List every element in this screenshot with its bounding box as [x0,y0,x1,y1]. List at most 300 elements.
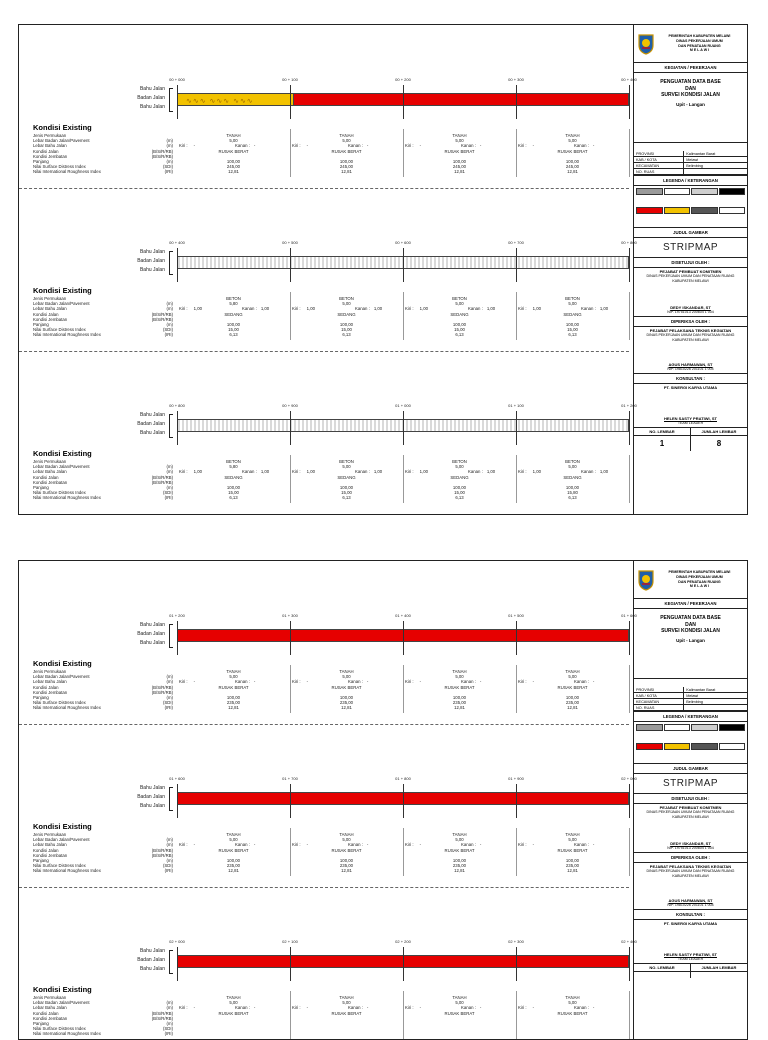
kiri-value: - [193,679,196,685]
info-key: KAB / KOTA [634,157,684,163]
consultant-org: PT. SINERGI KARYA UTAMA [663,385,718,391]
segment-material: BETON [565,459,580,464]
kanan-label: Kanan : [241,469,257,475]
shoulder-row [518,679,594,684]
station-label: 01 + 300 [282,613,298,618]
kanan-value: - [366,842,369,848]
shoulder-row [292,1005,368,1010]
param-labels [33,669,101,711]
param-unit: (B/S/R/RB) [151,684,173,690]
kiri-label: Kiri : [179,1005,188,1011]
param-unit: (m) [166,138,173,144]
segment-sdi: 235,00 [339,700,354,706]
segment-iri: 6,13 [568,495,577,501]
kiri-value: - [532,1005,535,1011]
segment-material: TANAH [452,995,467,1000]
station-tick [516,947,517,981]
segment-width: 5,00 [342,1000,351,1006]
segment-width: 5,00 [342,464,351,470]
param-unit: (m) [166,1005,173,1011]
segment-name: Upit - Langan [676,101,705,107]
agency-name [655,34,744,52]
kiri-label: Kiri : [179,143,188,149]
station-label: 02 + 200 [395,939,411,944]
segment-length: 100,00 [452,695,467,701]
kanan-label: Kanan : [580,469,596,475]
station-tick [629,947,630,981]
agency-line: PEMERINTAH KABUPATEN MELAWI [668,570,731,575]
drawing-header: JUDUL GAMBAR [634,764,747,774]
checked-block [634,327,747,374]
lane-label: Bahu Jalan [139,948,165,954]
segment-iri: 12,81 [454,868,465,874]
station-tick [403,621,404,655]
shoulder-row [405,143,481,148]
leader-role: TEAM LEADER [677,957,704,962]
lane-bracket [169,787,173,811]
segment-material: BETON [452,296,467,301]
agency-line: M E L A W I [689,48,710,53]
station-tick [403,947,404,981]
checked-name: AGUS HARMAWAN, ST [668,362,713,368]
segment-values [543,459,603,501]
segment-values [204,133,264,175]
shoulder-row [292,679,368,684]
segment-separator [403,129,404,177]
segment-material: TANAH [565,832,580,837]
segment-width: 5,00 [455,1000,464,1006]
legend-swatch [691,724,718,731]
station-label: 02 + 400 [621,939,637,944]
segment-length: 100,00 [452,485,467,491]
param-label: Nilai Surface Distress Index [33,327,86,333]
shoulder-row [179,842,255,847]
segment-values [317,296,377,338]
param-units [137,459,173,501]
param-unit: (IRI) [164,169,173,175]
agency-line: DINAS PEKERJAAN UMUM [676,38,723,43]
checked-sub: DINAS PEKERJAAN UMUM DAN PENATAAN RUANG KABUPATEN MELAWI [646,333,735,342]
kiri-value: - [306,679,309,685]
agency-line: DINAS PEKERJAAN UMUM [676,574,723,579]
segment-width: 5,00 [342,837,351,843]
agency-line: DAN PENATAAN RUANG [678,579,721,584]
segment-width: 5,00 [455,464,464,470]
segment-width: 5,00 [568,674,577,680]
segment-sdi: 245,00 [226,164,241,170]
param-unit: (IRI) [164,332,173,338]
drawing-title: STRIPMAP [634,774,747,794]
segment-values [317,669,377,711]
lane-label: Badan Jalan [137,258,165,264]
station-label: 02 + 100 [282,939,298,944]
param-label: Lebar Bahu Jalan [33,143,67,149]
param-unit: (m) [166,322,173,328]
kiri-label: Kiri : [179,306,188,312]
param-label: Panjang [33,485,49,491]
param-unit: (m) [166,301,173,307]
kanan-value: - [253,842,256,848]
segment-condition: RUSAK BERAT [218,148,249,154]
segment-values [430,459,490,501]
segment-condition: RUSAK BERAT [331,1010,362,1016]
section-title: Kondisi Existing [33,449,92,458]
segment-sdi: 235,00 [565,863,580,869]
segment-spacer [204,1016,264,1021]
segment-separator [629,828,630,876]
param-label: Lebar Bahu Jalan [33,842,67,848]
shoulder-row [179,679,255,684]
lane-label: Bahu Jalan [139,430,165,436]
shoulder-row [405,842,481,847]
station-tick [516,85,517,119]
segment-sdi: 235,00 [565,700,580,706]
legend-swatch [664,188,691,195]
param-label: Lebar Bahu Jalan [33,679,67,685]
station-tick [516,784,517,818]
kanan-value: - [253,679,256,685]
project-title [634,73,747,143]
segment-width: 5,00 [568,464,577,470]
section-title: Kondisi Existing [33,985,92,994]
segment-condition: RUSAK BERAT [444,1010,475,1016]
segment-material: BETON [226,296,241,301]
segment-condition: SEDANG [450,474,469,480]
param-label: Panjang [33,1021,49,1027]
param-label: Nilai International Roughness Index [33,705,101,711]
station-label: 01 + 600 [169,776,185,781]
kiri-value: 1,00 [193,469,202,475]
param-label: Lebar Bahu Jalan [33,306,67,312]
segment-material: TANAH [339,995,354,1000]
segment-length: 100,00 [339,695,354,701]
param-labels [33,133,101,175]
station-label: 01 + 900 [508,776,524,781]
param-unit: (B/S/R/RB) [151,153,173,159]
kanan-label: Kanan : [574,143,589,149]
sheet-number-values [634,972,747,978]
param-label: Lebar Badan Jalan/Pavement [33,837,90,843]
station-tick [290,947,291,981]
segment-condition: RUSAK BERAT [218,1010,249,1016]
station-tick [629,411,630,445]
param-label: Kondisi Jembatan [33,689,68,695]
kanan-label: Kanan : [241,306,257,312]
shoulder-row [518,1005,594,1010]
segment-separator [629,455,630,503]
station-label: 00 + 900 [282,403,298,408]
segment-separator [403,292,404,340]
shoulder-row [292,469,382,474]
shoulder-row [292,143,368,148]
segment-values [317,832,377,874]
kanan-label: Kanan : [235,143,250,149]
param-label: Kondisi Jalan [33,684,59,690]
segment-sdi: 245,00 [339,164,354,170]
param-labels [33,832,101,874]
segment-condition: RUSAK BERAT [331,847,362,853]
project-line: DAN [685,621,696,628]
station-tick [516,248,517,282]
kiri-label: Kiri : [518,143,527,149]
lane-label: Badan Jalan [137,957,165,963]
segment-width: 5,00 [568,138,577,144]
agency-line: M E L A W I [689,584,710,589]
param-label: Jenis Permukaan [33,995,67,1000]
project-line: PENGUATAN DATA BASE [660,79,721,85]
kiri-label: Kiri : [405,679,414,685]
kanan-label: Kanan : [461,1005,476,1011]
param-unit: (IRI) [164,705,173,711]
station-tick [177,85,178,119]
segment-material: TANAH [226,995,241,1000]
kanan-label: Kanan : [354,469,370,475]
param-unit: (B/S/R/RB) [151,852,173,858]
kiri-label: Kiri : [405,306,414,312]
segment-length: 100,00 [565,485,580,491]
param-label: Kondisi Jembatan [33,852,68,858]
sheet-number-header [634,964,747,972]
segment-width: 5,00 [229,674,238,680]
kanan-label: Kanan : [348,1005,363,1011]
segment-iri: 12,81 [567,169,578,175]
segment-length: 100,00 [452,159,467,165]
param-unit: (m) [166,143,173,149]
segment-values [543,133,603,175]
wave-pattern-icon: ∿∿∿ ∿∿∿ ∿∿∿ [186,98,254,105]
param-label: Kondisi Jembatan [33,1015,68,1021]
leader-name: HELEN SASTY PRATIWI, ST [664,952,717,958]
station-label: 00 + 500 [282,240,298,245]
station-label: 00 + 600 [395,240,411,245]
strip-panel [19,561,637,725]
param-units [137,995,173,1037]
kiri-label: Kiri : [292,306,301,312]
segment-condition: RUSAK BERAT [444,684,475,690]
project-line: SURVEI KONDISI JALAN [661,92,720,98]
segment-sdi: 15,00 [454,490,465,496]
checked-nip: NIP. 19810226 201101 1 004 [667,367,714,372]
segment-values [543,832,603,874]
param-label: Kondisi Jembatan [33,316,68,322]
legend-swatch [636,188,663,195]
segment-length: 100,00 [226,322,241,328]
kanan-value: 1,00 [373,469,383,475]
segment-separator [290,991,291,1039]
segment-iri: 12,81 [567,705,578,711]
kanan-value: - [479,679,482,685]
param-label: Panjang [33,858,49,864]
kanan-label: Kanan : [235,842,250,848]
segment-separator [403,455,404,503]
segment-values [317,459,377,501]
kiri-label: Kiri : [292,143,301,149]
param-unit: (m) [166,485,173,491]
approved-org: PEJABAT PEMBUAT KOMITMEN [659,269,722,274]
segment-material: BETON [452,459,467,464]
segment-condition: SEDANG [337,311,356,317]
kiri-value: - [419,842,422,848]
segment-name: Upit - Langan [676,637,705,643]
kiri-value: 1,00 [193,306,202,312]
segment-condition: SEDANG [224,311,243,317]
kiri-value: 1,00 [532,306,541,312]
sheet-no-label: NO. LEMBAR [634,428,691,435]
station-tick [290,411,291,445]
param-label: Nilai International Roughness Index [33,868,101,874]
lane-label: Badan Jalan [137,631,165,637]
param-unit: (m) [166,159,173,165]
segment-separator [290,665,291,713]
kanan-label: Kanan : [348,842,363,848]
segment-length: 100,00 [339,159,354,165]
legend-swatch [719,207,746,214]
station-label: 00 + 100 [282,77,298,82]
lane-label: Bahu Jalan [139,803,165,809]
legend-swatch [719,743,746,750]
shoulder-row [179,306,269,311]
segment-sdi: 235,00 [226,863,241,869]
segment-sdi: 15,00 [228,490,239,496]
kanan-value: 1,00 [599,306,609,312]
station-label: 02 + 300 [508,939,524,944]
shoulder-row [405,1005,481,1010]
approved-nip: NIP. 19751013 200604 1 004 [667,846,714,851]
kiri-value: 1,00 [419,306,428,312]
section-title: Kondisi Existing [33,659,92,668]
param-unit: (m) [166,464,173,470]
approved-header: DISETUJUI OLEH : [634,258,747,268]
segment-separator [516,991,517,1039]
kanan-value: 1,00 [260,306,270,312]
segment-separator [629,129,630,177]
station-label: 01 + 000 [395,403,411,408]
param-unit: (m) [166,306,173,312]
legend-swatch [636,743,663,750]
shoulder-row [292,306,382,311]
kanan-value: 1,00 [373,306,383,312]
kiri-value: - [419,679,422,685]
info-key: KAB / KOTA [634,693,684,699]
segment-material: TANAH [226,133,241,138]
param-unit: (B/S/R/RB) [151,311,173,317]
kanan-value: 1,00 [260,469,270,475]
segment-sdi: 15,00 [341,490,352,496]
legend-swatch [664,743,691,750]
segment-length: 100,00 [226,858,241,864]
param-label: Jenis Permukaan [33,669,67,674]
station-tick [290,85,291,119]
segment-separator [516,455,517,503]
activity-header: KEGIATAN / PEKERJAAN [634,63,747,73]
agency-name [655,570,744,588]
param-label: Nilai International Roughness Index [33,169,101,175]
sheet-total-label: JUMLAH LEMBAR [701,965,737,971]
legend-swatch [719,724,746,731]
kanan-value: - [366,679,369,685]
param-unit: (SDI) [162,164,173,170]
segment-iri: 6,13 [342,495,351,501]
segment-spacer [430,1016,490,1021]
segment-iri: 12,81 [228,169,239,175]
param-unit: (m) [166,837,173,843]
segment-values [430,832,490,874]
param-unit: (B/S/R/RB) [151,1010,173,1016]
kiri-value: 1,00 [306,306,315,312]
param-label: Nilai Surface Distress Index [33,863,86,869]
station-label: 02 + 000 [621,776,637,781]
segment-separator [290,455,291,503]
segment-sdi: 15,00 [228,327,239,333]
segment-condition: SEDANG [224,474,243,480]
shoulder-row [405,469,495,474]
kanan-label: Kanan : [467,306,483,312]
info-key: KECAMATAN [634,699,684,705]
segment-iri: 12,81 [454,169,465,175]
segment-iri: 12,81 [454,705,465,711]
segment-condition: SEDANG [563,474,582,480]
param-label: Nilai Surface Distress Index [33,700,86,706]
param-label: Kondisi Jembatan [33,153,68,159]
param-unit: (IRI) [164,868,173,874]
kiri-label: Kiri : [292,842,301,848]
project-title [634,609,747,679]
param-unit: (B/S/R/RB) [151,148,173,154]
lane-label: Bahu Jalan [139,412,165,418]
checked-org: PEJABAT PELAKSANA TEKNIS KEGIATAN [649,328,732,334]
checked-sub: DINAS PEKERJAAN UMUM DAN PENATAAN RUANG KABUPATEN MELAWI [646,869,735,878]
segment-material: TANAH [226,832,241,837]
segment-material: TANAH [339,133,354,138]
kanan-value: - [592,842,595,848]
kiri-label: Kiri : [405,842,414,848]
segment-separator [290,292,291,340]
legend-swatch [691,207,718,214]
segment-separator [516,665,517,713]
info-value [684,169,747,175]
station-tick [177,784,178,818]
station-tick [177,411,178,445]
segment-material: TANAH [339,669,354,674]
param-unit: (SDI) [162,327,173,333]
param-unit: (m) [166,858,173,864]
segment-length: 100,00 [226,159,241,165]
damaged-zone [178,94,294,105]
station-tick [177,947,178,981]
kanan-value: - [253,143,256,149]
kiri-value: - [532,679,535,685]
param-label: Jenis Permukaan [33,459,67,464]
param-unit: (B/S/R/RB) [151,847,173,853]
kanan-label: Kanan : [467,469,483,475]
sheet-total-value: 8 [716,439,722,449]
segment-width: 5,00 [455,837,464,843]
segment-sdi: 15,80 [567,490,578,496]
lane-label: Bahu Jalan [139,267,165,273]
strip-panel [19,887,637,1040]
sheet-no-value: 1 [634,436,691,451]
consultant-block [634,384,747,428]
kanan-label: Kanan : [354,306,370,312]
kanan-label: Kanan : [461,842,476,848]
lane-label: Bahu Jalan [139,785,165,791]
drawing-title: STRIPMAP [634,238,747,258]
segment-sdi: 15,00 [567,327,578,333]
segment-condition: RUSAK BERAT [331,148,362,154]
segment-iri: 6,13 [229,332,238,338]
param-unit: (SDI) [162,1026,173,1032]
segment-iri: 6,13 [229,495,238,501]
